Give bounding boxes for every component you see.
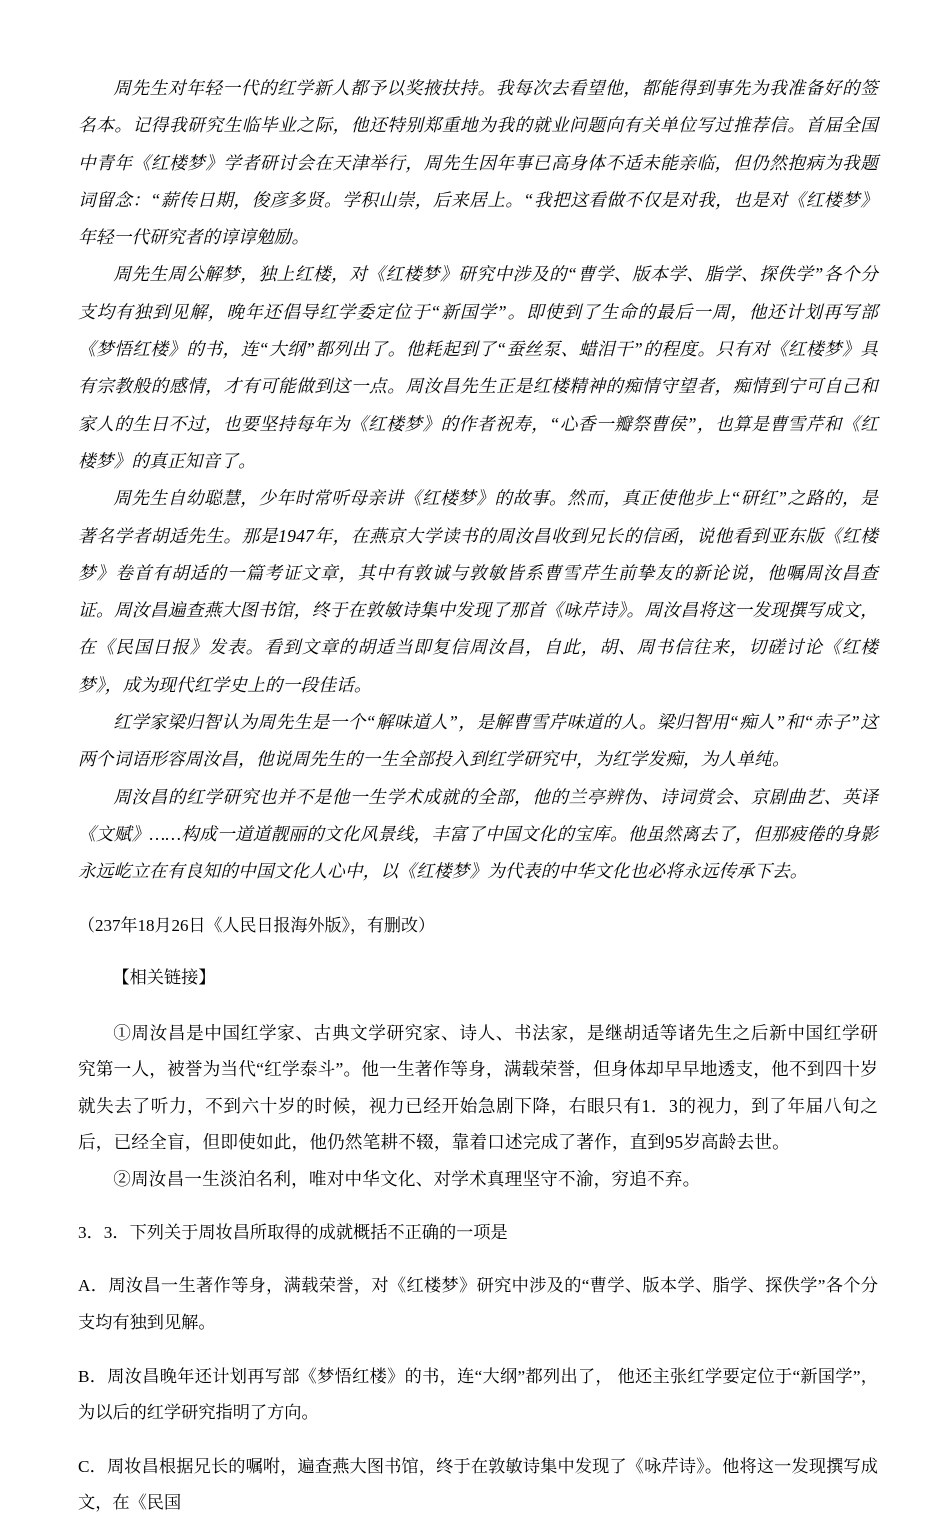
option-text: 周汝昌晚年还计划再写部《梦悟红楼》的书，连“大纲”都列出了， 他还主张红学要定位于“新国学”，为以后的红学研究指明了方向。 bbox=[78, 1366, 878, 1422]
source-citation: （237年18月26日《人民日报海外版》，有删改） bbox=[78, 915, 435, 935]
question-option-c[interactable] bbox=[78, 1449, 878, 1522]
question-text: 下列关于周妆昌所取得的成就概括不正确的一项是 bbox=[129, 1222, 508, 1242]
option-text: 周妆昌根据兄长的嘱咐，遍查燕大图书馆，终于在敦敏诗集中发现了《咏芹诗》。他将这一发现撰写成文，在《民国 bbox=[78, 1456, 878, 1513]
question-number: 3．3． bbox=[78, 1222, 130, 1242]
option-text: 周汝昌一生著作等身，满载荣誉，对《红楼梦》研究中涉及的“曹学、版本学、脂学、探佚学”各个分支均有独到见解。 bbox=[78, 1276, 879, 1332]
question-option-b[interactable] bbox=[78, 1359, 878, 1432]
question-stem bbox=[78, 1215, 878, 1251]
body-paragraph: 周先生自幼聪慧，少年时常听母亲讲《红楼梦》的故事。然而，真正使他步上“研红”之路的，是著名学者胡适先生。那是1947年，在燕京大学读书的周汝昌收到兄长的信函，说他看到亚东版《红楼梦》卷首有胡适的一篇考证文章，其中有敦诚与敦敏皆系曹雪芹生前挚友的新论说，他嘱周汝昌查证。周汝昌遍查燕大图书馆，终于在敦敏诗集中发现了那首《咏芹诗》。周汝昌将这一发现撰写成文，在《民国日报》发表。看到文章的胡适当即复信周汝昌，自此，胡、周书信往来，切磋讨论《红楼梦》，成为现代红学史上的一段佳话。 bbox=[78, 488, 878, 695]
body-paragraph: 周汝昌的红学研究也并不是他一生学术成就的全部，他的兰亭辨伪、诗词赏会、京剧曲艺、英译《文赋》……构成一道道靓丽的文化风景线，丰富了中国文化的宝库。他虽然离去了，但那疲倦的身影永远屹立在有良知的中国文化人心中，以《红楼梦》为代表的中华文化也必将永远传承下去。 bbox=[78, 786, 878, 882]
body-paragraph: 周先生周公解梦，独上红楼，对《红楼梦》研究中涉及的“曹学、版本学、脂学、探佚学”各个分支均有独到见解，晚年还倡导红学委定位于“新国学”。即使到了生命的最后一周，他还计划再写部《梦悟红楼》的书，连“大纲”都列出了。他耗起到了“蚕丝泵、蜡泪干”的程度。只有对《红楼梦》具有宗教般的感情，才有可能做到这一点。周汝昌先生正是红楼精神的痴情守望者，痴情到宁可自己和家人的生日不过，也要坚持每年为《红楼梦》的作者祝寿，“心香一瓣祭曹侯”，也算是曹雪芹和《红楼梦》的真正知音了。 bbox=[78, 264, 878, 471]
option-label: B． bbox=[78, 1366, 108, 1386]
related-link-item: ①周汝昌是中国红学家、古典文学研究家、诗人、书法家，是继胡适等诸先生之后新中国红学研究第一人，被誉为当代“红学泰斗”。他一生著作等身，满载荣誉，但身体却早早地透支，他不到四十岁就失去了听力，不到六十岁的时候，视力已经开始急剧下降，右眼只有1．3的视力，到了年届八旬之后，已经全盲，但即使如此，他仍然笔耕不辍，靠着口述完成了著作，直到95岁高龄去世。 bbox=[78, 1022, 878, 1153]
related-links-heading: 【相关链接】 bbox=[112, 968, 216, 988]
body-paragraph: 红学家梁归智认为周先生是一个“解味道人”，是解曹雪芹味道的人。梁归智用“痴人”和“赤子”这两个词语形容周汝昌，他说周先生的一生全部投入到红学研究中，为红学发痴，为人单纯。 bbox=[78, 712, 878, 770]
question-option-a[interactable] bbox=[78, 1268, 878, 1341]
related-link-item: ②周汝昌一生淡泊名利，唯对中华文化、对学术真理坚守不渝，穷追不弃。 bbox=[113, 1168, 701, 1189]
option-label: C． bbox=[78, 1456, 107, 1476]
body-paragraph: 周先生对年轻一代的红学新人都予以奖掖扶持。我每次去看望他，都能得到事先为我准备好的签名本。记得我研究生临毕业之际，他还特别郑重地为我的就业问题向有关单位写过推荐信。首届全国中青年《红楼梦》学者研讨会在天津举行，周先生因年事已高身体不适未能亲临，但仍然抱病为我题词留念：“薪传日期，俊彦多贤。学积山崇，后来居上。“我把这看做不仅是对我，也是对《红楼梦》年轻一代研究者的谆谆勉励。 bbox=[78, 78, 878, 248]
option-label: A． bbox=[78, 1276, 109, 1296]
